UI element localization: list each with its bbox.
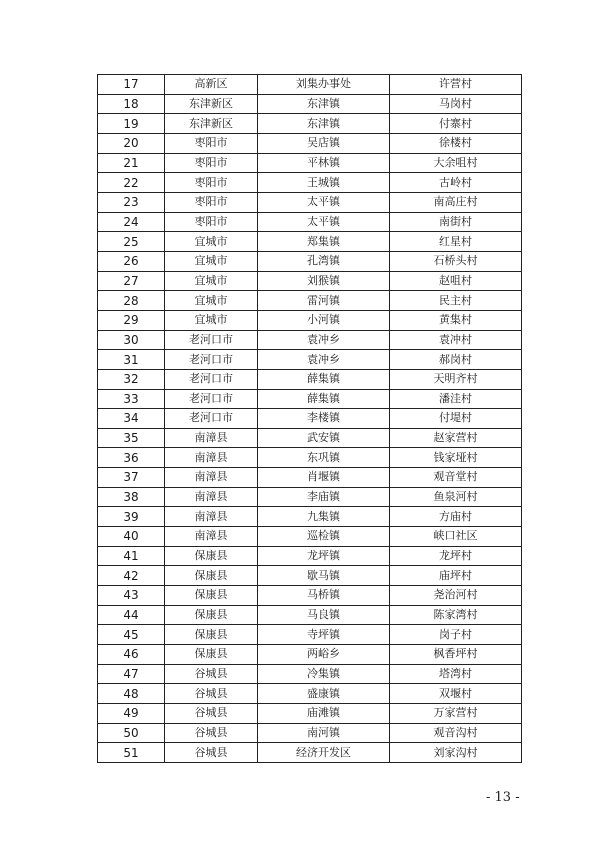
row-number-cell: 23 xyxy=(98,192,165,212)
row-number-cell: 35 xyxy=(98,428,165,448)
county-cell: 保康县 xyxy=(165,605,258,625)
town-cell: 袁冲乡 xyxy=(258,330,390,350)
town-cell: 太平镇 xyxy=(258,192,390,212)
town-cell: 东巩镇 xyxy=(258,448,390,468)
county-cell: 老河口市 xyxy=(165,389,258,409)
county-cell: 南漳县 xyxy=(165,507,258,527)
county-cell: 宜城市 xyxy=(165,271,258,291)
row-number-cell: 38 xyxy=(98,487,165,507)
town-cell: 吴店镇 xyxy=(258,133,390,153)
row-number-cell: 22 xyxy=(98,173,165,193)
county-cell: 谷城县 xyxy=(165,743,258,763)
table-row xyxy=(98,507,522,527)
county-cell: 老河口市 xyxy=(165,369,258,389)
county-cell: 谷城县 xyxy=(165,684,258,704)
county-cell: 宜城市 xyxy=(165,291,258,311)
county-cell: 谷城县 xyxy=(165,723,258,743)
table-row xyxy=(98,114,522,134)
town-cell: 小河镇 xyxy=(258,310,390,330)
row-number-cell: 41 xyxy=(98,546,165,566)
village-cell: 马岗村 xyxy=(390,94,522,114)
town-cell: 盛康镇 xyxy=(258,684,390,704)
row-number-cell: 20 xyxy=(98,133,165,153)
row-number-cell: 19 xyxy=(98,114,165,134)
table-body xyxy=(98,75,522,763)
county-cell: 南漳县 xyxy=(165,448,258,468)
town-cell: 肖堰镇 xyxy=(258,468,390,488)
table-row xyxy=(98,684,522,704)
table-row xyxy=(98,310,522,330)
county-cell: 保康县 xyxy=(165,566,258,586)
village-list-table-container xyxy=(97,74,521,763)
county-cell: 东津新区 xyxy=(165,114,258,134)
town-cell: 马良镇 xyxy=(258,605,390,625)
village-cell: 万家营村 xyxy=(390,704,522,724)
village-cell: 袁冲村 xyxy=(390,330,522,350)
village-cell: 方庙村 xyxy=(390,507,522,527)
county-cell: 枣阳市 xyxy=(165,133,258,153)
table-row xyxy=(98,487,522,507)
village-cell: 民主村 xyxy=(390,291,522,311)
table-row xyxy=(98,389,522,409)
row-number-cell: 34 xyxy=(98,409,165,429)
town-cell: 南河镇 xyxy=(258,723,390,743)
table-row xyxy=(98,369,522,389)
village-cell: 潘洼村 xyxy=(390,389,522,409)
table-row xyxy=(98,212,522,232)
table-row xyxy=(98,645,522,665)
county-cell: 高新区 xyxy=(165,75,258,95)
row-number-cell: 47 xyxy=(98,664,165,684)
row-number-cell: 30 xyxy=(98,330,165,350)
village-cell: 龙坪村 xyxy=(390,546,522,566)
row-number-cell: 51 xyxy=(98,743,165,763)
county-cell: 枣阳市 xyxy=(165,153,258,173)
row-number-cell: 33 xyxy=(98,389,165,409)
table-row xyxy=(98,546,522,566)
county-cell: 枣阳市 xyxy=(165,173,258,193)
town-cell: 马桥镇 xyxy=(258,586,390,606)
row-number-cell: 40 xyxy=(98,527,165,547)
table-row xyxy=(98,330,522,350)
village-cell: 峡口社区 xyxy=(390,527,522,547)
village-cell: 尧治河村 xyxy=(390,586,522,606)
table-row xyxy=(98,291,522,311)
town-cell: 歇马镇 xyxy=(258,566,390,586)
row-number-cell: 28 xyxy=(98,291,165,311)
town-cell: 王城镇 xyxy=(258,173,390,193)
village-cell: 钱家垭村 xyxy=(390,448,522,468)
county-cell: 枣阳市 xyxy=(165,192,258,212)
table-row xyxy=(98,173,522,193)
row-number-cell: 26 xyxy=(98,251,165,271)
row-number-cell: 32 xyxy=(98,369,165,389)
village-cell: 刘家沟村 xyxy=(390,743,522,763)
village-cell: 黄集村 xyxy=(390,310,522,330)
town-cell: 薛集镇 xyxy=(258,369,390,389)
county-cell: 老河口市 xyxy=(165,330,258,350)
row-number-cell: 31 xyxy=(98,350,165,370)
village-cell: 南街村 xyxy=(390,212,522,232)
village-cell: 观音沟村 xyxy=(390,723,522,743)
row-number-cell: 44 xyxy=(98,605,165,625)
row-number-cell: 50 xyxy=(98,723,165,743)
county-cell: 谷城县 xyxy=(165,664,258,684)
row-number-cell: 42 xyxy=(98,566,165,586)
table-row xyxy=(98,75,522,95)
page-number: - 13 - xyxy=(486,790,520,805)
village-cell: 枫香坪村 xyxy=(390,645,522,665)
row-number-cell: 25 xyxy=(98,232,165,252)
county-cell: 老河口市 xyxy=(165,350,258,370)
table-row xyxy=(98,153,522,173)
county-cell: 南漳县 xyxy=(165,527,258,547)
row-number-cell: 27 xyxy=(98,271,165,291)
table-row xyxy=(98,448,522,468)
county-cell: 老河口市 xyxy=(165,409,258,429)
county-cell: 南漳县 xyxy=(165,468,258,488)
town-cell: 雷河镇 xyxy=(258,291,390,311)
row-number-cell: 21 xyxy=(98,153,165,173)
table-row xyxy=(98,133,522,153)
town-cell: 九集镇 xyxy=(258,507,390,527)
table-row xyxy=(98,743,522,763)
village-cell: 赵咀村 xyxy=(390,271,522,291)
county-cell: 保康县 xyxy=(165,546,258,566)
table-row xyxy=(98,251,522,271)
row-number-cell: 43 xyxy=(98,586,165,606)
village-list-table xyxy=(97,74,522,763)
row-number-cell: 29 xyxy=(98,310,165,330)
village-cell: 许营村 xyxy=(390,75,522,95)
county-cell: 保康县 xyxy=(165,625,258,645)
town-cell: 太平镇 xyxy=(258,212,390,232)
village-cell: 赵家营村 xyxy=(390,428,522,448)
village-cell: 观音堂村 xyxy=(390,468,522,488)
table-row xyxy=(98,723,522,743)
county-cell: 南漳县 xyxy=(165,487,258,507)
table-row xyxy=(98,232,522,252)
town-cell: 刘集办事处 xyxy=(258,75,390,95)
row-number-cell: 36 xyxy=(98,448,165,468)
town-cell: 刘猴镇 xyxy=(258,271,390,291)
county-cell: 宜城市 xyxy=(165,232,258,252)
table-row xyxy=(98,192,522,212)
table-row xyxy=(98,664,522,684)
table-row xyxy=(98,94,522,114)
table-row xyxy=(98,566,522,586)
village-cell: 鱼泉河村 xyxy=(390,487,522,507)
row-number-cell: 45 xyxy=(98,625,165,645)
town-cell: 李楼镇 xyxy=(258,409,390,429)
town-cell: 龙坪镇 xyxy=(258,546,390,566)
row-number-cell: 18 xyxy=(98,94,165,114)
town-cell: 孔湾镇 xyxy=(258,251,390,271)
county-cell: 宜城市 xyxy=(165,251,258,271)
table-row xyxy=(98,468,522,488)
table-row xyxy=(98,704,522,724)
town-cell: 东津镇 xyxy=(258,94,390,114)
town-cell: 两峪乡 xyxy=(258,645,390,665)
row-number-cell: 49 xyxy=(98,704,165,724)
town-cell: 寺坪镇 xyxy=(258,625,390,645)
village-cell: 天明齐村 xyxy=(390,369,522,389)
table-row xyxy=(98,350,522,370)
county-cell: 东津新区 xyxy=(165,94,258,114)
table-row xyxy=(98,625,522,645)
table-row xyxy=(98,271,522,291)
town-cell: 郑集镇 xyxy=(258,232,390,252)
table-row xyxy=(98,605,522,625)
town-cell: 武安镇 xyxy=(258,428,390,448)
town-cell: 平林镇 xyxy=(258,153,390,173)
table-row xyxy=(98,586,522,606)
town-cell: 袁冲乡 xyxy=(258,350,390,370)
village-cell: 红星村 xyxy=(390,232,522,252)
village-cell: 岗子村 xyxy=(390,625,522,645)
county-cell: 保康县 xyxy=(165,586,258,606)
table-row xyxy=(98,409,522,429)
row-number-cell: 17 xyxy=(98,75,165,95)
row-number-cell: 37 xyxy=(98,468,165,488)
town-cell: 巡检镇 xyxy=(258,527,390,547)
village-cell: 古岭村 xyxy=(390,173,522,193)
town-cell: 冷集镇 xyxy=(258,664,390,684)
county-cell: 宜城市 xyxy=(165,310,258,330)
village-cell: 付寨村 xyxy=(390,114,522,134)
village-cell: 双堰村 xyxy=(390,684,522,704)
village-cell: 付堤村 xyxy=(390,409,522,429)
village-cell: 南高庄村 xyxy=(390,192,522,212)
county-cell: 谷城县 xyxy=(165,704,258,724)
village-cell: 郝岗村 xyxy=(390,350,522,370)
row-number-cell: 39 xyxy=(98,507,165,527)
row-number-cell: 24 xyxy=(98,212,165,232)
county-cell: 南漳县 xyxy=(165,428,258,448)
row-number-cell: 46 xyxy=(98,645,165,665)
county-cell: 保康县 xyxy=(165,645,258,665)
table-row xyxy=(98,527,522,547)
town-cell: 庙滩镇 xyxy=(258,704,390,724)
town-cell: 经济开发区 xyxy=(258,743,390,763)
row-number-cell: 48 xyxy=(98,684,165,704)
village-cell: 陈家湾村 xyxy=(390,605,522,625)
table-row xyxy=(98,428,522,448)
village-cell: 塔湾村 xyxy=(390,664,522,684)
village-cell: 石桥头村 xyxy=(390,251,522,271)
village-cell: 徐楼村 xyxy=(390,133,522,153)
town-cell: 东津镇 xyxy=(258,114,390,134)
town-cell: 薛集镇 xyxy=(258,389,390,409)
town-cell: 李庙镇 xyxy=(258,487,390,507)
county-cell: 枣阳市 xyxy=(165,212,258,232)
village-cell: 大余咀村 xyxy=(390,153,522,173)
village-cell: 庙坪村 xyxy=(390,566,522,586)
